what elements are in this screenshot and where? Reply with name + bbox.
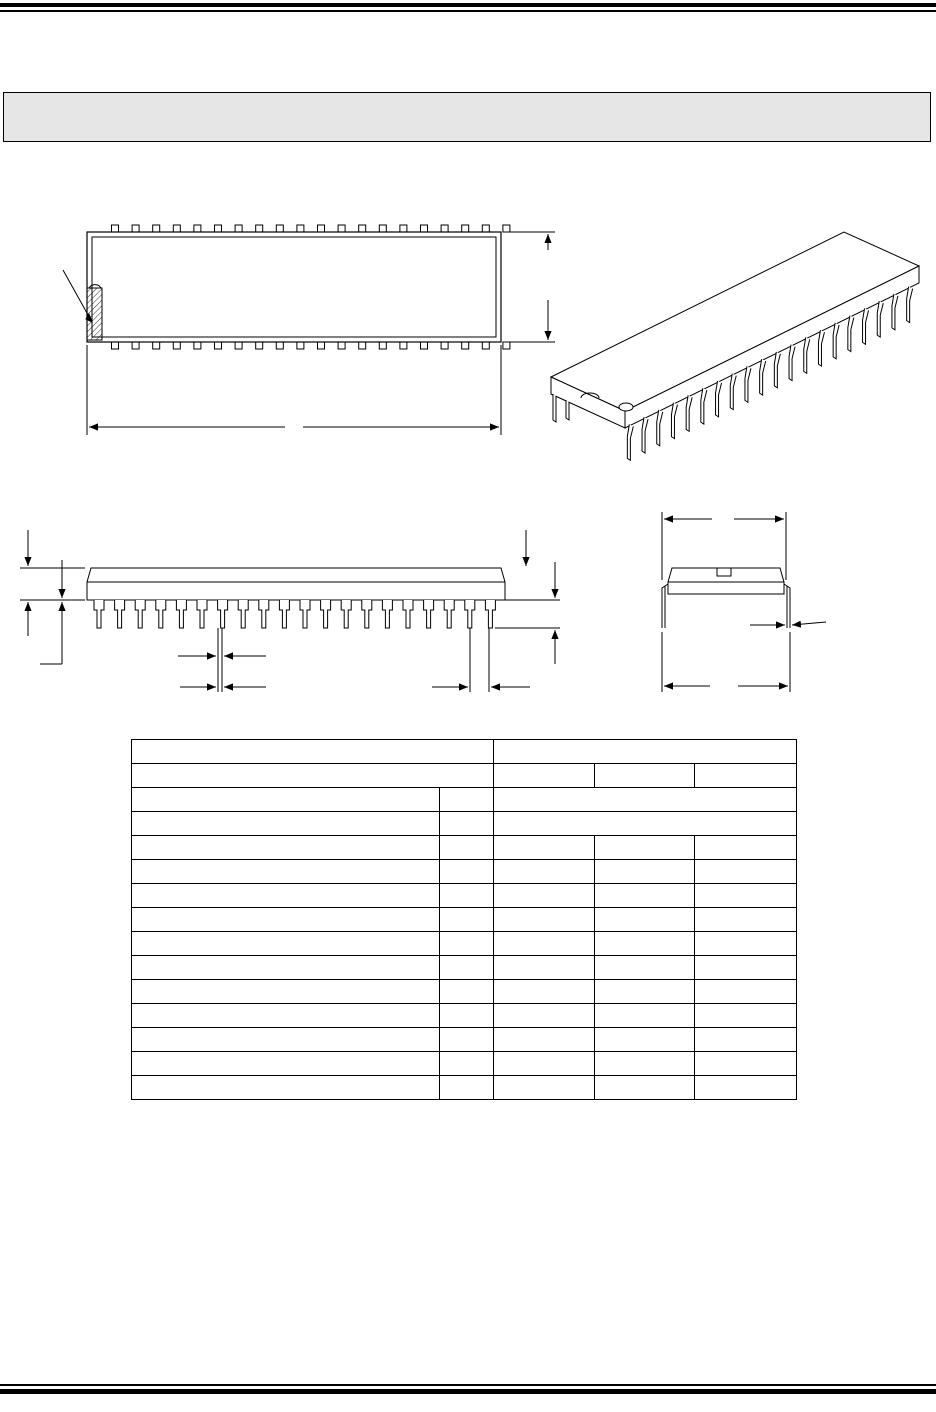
table-row bbox=[132, 980, 797, 1004]
iso-lead bbox=[774, 352, 780, 388]
table-row bbox=[132, 812, 797, 836]
iso-lead bbox=[877, 301, 883, 337]
dimension-table bbox=[131, 739, 797, 1100]
bottom-rule-thick bbox=[0, 1389, 936, 1394]
pin-bottom bbox=[359, 342, 366, 349]
pin-bottom bbox=[421, 342, 428, 349]
pin-top bbox=[215, 225, 222, 232]
table-header-row bbox=[132, 740, 797, 764]
side-view bbox=[20, 530, 560, 692]
side-lead bbox=[485, 600, 495, 628]
pin-top bbox=[503, 225, 510, 232]
pin-top bbox=[153, 225, 160, 232]
side-lead bbox=[403, 600, 413, 628]
table-row bbox=[132, 1052, 797, 1076]
pin-bottom bbox=[318, 342, 325, 349]
pin-top bbox=[318, 225, 325, 232]
iso-lead bbox=[804, 337, 810, 373]
pin-bottom bbox=[173, 342, 180, 349]
pin-bottom bbox=[132, 342, 139, 349]
iso-lead bbox=[642, 417, 648, 453]
side-lead bbox=[197, 600, 207, 628]
top-view bbox=[63, 225, 555, 435]
pin-top bbox=[235, 225, 242, 232]
pin-top bbox=[400, 225, 407, 232]
pin-bottom bbox=[462, 342, 469, 349]
pin-top bbox=[338, 225, 345, 232]
side-lead bbox=[135, 600, 145, 628]
iso-lead bbox=[848, 316, 854, 352]
table-row bbox=[132, 884, 797, 908]
iso-lead bbox=[730, 374, 736, 410]
pin-top bbox=[194, 225, 201, 232]
iso-lead bbox=[833, 323, 839, 359]
iso-lead bbox=[671, 403, 677, 439]
pin-top bbox=[482, 225, 489, 232]
pin-top bbox=[276, 225, 283, 232]
bottom-rule-thin bbox=[0, 1384, 936, 1386]
side-lead bbox=[259, 600, 269, 628]
pin-top bbox=[112, 225, 119, 232]
iso-lead bbox=[716, 381, 722, 417]
side-view-pins bbox=[94, 600, 495, 628]
side-lead bbox=[424, 600, 434, 628]
pin-top bbox=[421, 225, 428, 232]
side-lead bbox=[279, 600, 289, 628]
pin-top bbox=[132, 225, 139, 232]
top-view-lower-pins bbox=[112, 342, 510, 349]
table-row bbox=[132, 908, 797, 932]
isometric-view bbox=[551, 232, 919, 460]
table-row bbox=[132, 788, 797, 812]
pin-bottom bbox=[297, 342, 304, 349]
side-lead bbox=[321, 600, 331, 628]
table-row bbox=[132, 836, 797, 860]
end-view bbox=[662, 512, 826, 692]
pin-bottom bbox=[235, 342, 242, 349]
pin-top bbox=[462, 225, 469, 232]
pin-bottom bbox=[400, 342, 407, 349]
top-view-upper-pins bbox=[112, 225, 510, 232]
iso-lead bbox=[657, 410, 663, 446]
pin-bottom bbox=[482, 342, 489, 349]
pin-bottom bbox=[153, 342, 160, 349]
iso-lead bbox=[627, 424, 633, 460]
side-lead bbox=[238, 600, 248, 628]
pin-bottom bbox=[379, 342, 386, 349]
iso-lead bbox=[818, 330, 824, 366]
table-row bbox=[132, 956, 797, 980]
pin-top bbox=[256, 225, 263, 232]
side-lead bbox=[94, 600, 104, 628]
pin-bottom bbox=[276, 342, 283, 349]
side-lead bbox=[465, 600, 475, 628]
pin-bottom bbox=[215, 342, 222, 349]
pin-top bbox=[379, 225, 386, 232]
table-row bbox=[132, 1004, 797, 1028]
side-lead bbox=[218, 600, 228, 628]
pin-bottom bbox=[112, 342, 119, 349]
pin-bottom bbox=[441, 342, 448, 349]
table-row bbox=[132, 1028, 797, 1052]
iso-lead bbox=[745, 366, 751, 402]
pin-top bbox=[441, 225, 448, 232]
iso-lead bbox=[863, 308, 869, 344]
pin-top bbox=[173, 225, 180, 232]
iso-lead bbox=[789, 345, 795, 381]
iso-lead bbox=[760, 359, 766, 395]
side-lead bbox=[382, 600, 392, 628]
iso-lead bbox=[686, 395, 692, 431]
side-lead bbox=[156, 600, 166, 628]
iso-lead bbox=[907, 287, 913, 323]
iso-lead bbox=[892, 294, 898, 330]
iso-lead bbox=[701, 388, 707, 424]
side-lead bbox=[300, 600, 310, 628]
table-row bbox=[132, 932, 797, 956]
table-row bbox=[132, 1076, 797, 1100]
pin-top bbox=[297, 225, 304, 232]
side-lead bbox=[115, 600, 125, 628]
pin-top bbox=[359, 225, 366, 232]
side-lead bbox=[444, 600, 454, 628]
side-lead bbox=[341, 600, 351, 628]
table-row bbox=[132, 860, 797, 884]
pin-bottom bbox=[503, 342, 510, 349]
pin-bottom bbox=[256, 342, 263, 349]
table-header-row bbox=[132, 764, 797, 788]
pin-bottom bbox=[338, 342, 345, 349]
side-lead bbox=[176, 600, 186, 628]
pin-bottom bbox=[194, 342, 201, 349]
side-lead bbox=[362, 600, 372, 628]
